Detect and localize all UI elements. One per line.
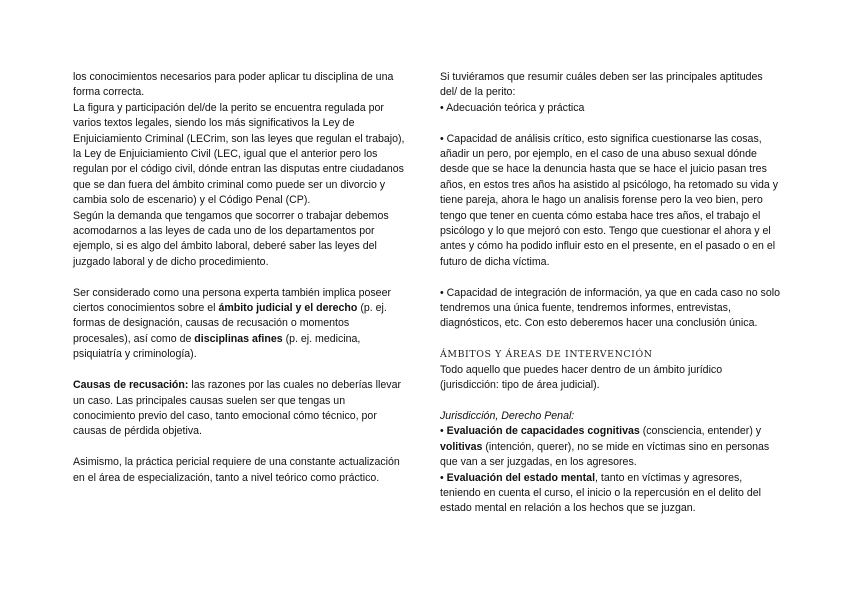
bold-mental-state: Evaluación del estado mental <box>446 471 596 484</box>
bold-recusation-label: Causas de recusación: <box>73 379 189 392</box>
bold-judicial-scope: ámbito judicial y el derecho <box>218 302 358 315</box>
bullet-cognitive: • Evaluación de capacidades cognitivas (consciencia, entender) y volitivas (intención, querer), no se mide en víctimas sino en personas que van a ser juzgadas, en los agresores. <box>440 425 770 469</box>
right-column <box>440 70 780 517</box>
paragraph-demand: Según la demanda que tengamos que socorrer o trabajar debemos acomodarnos a las leyes de cada uno de los departamentos por ejemplo, si es algo del ámbito laboral, deberé saber las leyes del juzgado laboral y de dicho procedimiento. <box>73 209 389 268</box>
left-column <box>73 70 408 486</box>
bullet-mental-state: • Evaluación del estado mental, tanto en víctimas y agresores, teniendo en cuenta el curso, el inicio o la repercusión en el delito del estado mental en relación a los hechos que se juzgan. <box>440 471 761 515</box>
bold-cognitive: Evaluación de capacidades cognitivas <box>446 425 640 438</box>
subheading-penal: Jurisdicción, Derecho Penal: <box>440 409 575 422</box>
bold-related-disciplines: disciplinas afines <box>194 332 283 345</box>
bullet-critical-analysis: • Capacidad de análisis crítico, esto significa cuestionarse las cosas, añadir un pero, por ejemplo, en el caso de una abuso sexual dónde desde que se hace la denuncia hasta que se hace el juicio pasan tres años, en estos tres años ha asistido al psicólogo, ha retomado su vida y tiene pareja, ahora le hago un analisis forense pero la veo bien, pero tengo que tener en cuenta cómo estaba hace tres años, el trabajo el psicólogo y lo que mejoró con esto. Tengo que cuestionar el ahora y el antes y cómo ha podido influir esto en el presente, en el pasado o en el futuro de dicha víctima. <box>440 132 779 268</box>
paragraph-expert-knowledge: Ser considerado como una persona experta también implica poseer ciertos conocimientos sobre el ámbito judicial y el derecho (p. ej. formas de designación, causas de recusación o momentos procesales), así como de disciplinas afines (p. ej. medicina, psiquiatría y criminología). <box>73 286 391 361</box>
bullet-theoretical: • Adecuación teórica y práctica <box>440 101 585 114</box>
bullet-integration: • Capacidad de integración de información, ya que en cada caso no solo tendremos una única fuente, tendremos informes, entrevistas, diagnósticos, etc. Con esto deberemos hacer una conclusión única. <box>440 286 780 330</box>
bold-volitive: volitivas <box>440 440 483 453</box>
paragraph-update: Asimismo, la práctica pericial requiere de una constante actualización en el área de especialización, tanto a nivel teórico como práctico. <box>73 456 400 484</box>
paragraph-recusation: Causas de recusación: las razones por las cuales no deberías llevar un caso. Las principales causas suelen ser que tengas un conocimiento previo del caso, tanto emocional cómo técnico, por causas de pérdida objetiva. <box>73 379 401 438</box>
section-heading: ÁMBITOS Y ÁREAS DE INTERVENCIÓN <box>440 349 653 361</box>
paragraph-aptitudes-intro: Si tuviéramos que resumir cuáles deben ser las principales aptitudes del/ de la perito: <box>440 71 763 99</box>
paragraph-scope: Todo aquello que puedes hacer dentro de un ámbito jurídico (jurisdicción: tipo de área judicial). <box>440 363 723 392</box>
paragraph-regulation: La figura y participación del/de la perito se encuentra regulada por varios textos legales, siendo los más significativos la Ley de Enjuiciamiento Criminal (LECrim, son las leyes que regulan el trabajo), la Ley de Enjuiciamiento Civil (LEC, igual que el anterior pero los regulan por el código civil, dónde entran las disputas entre ciudadanos que se dan fuera del ámbito criminal como puede ser un divorcio y cambia solo de escenario) y el Código Penal (CP). <box>73 101 405 207</box>
paragraph-intro: los conocimientos necesarios para poder aplicar tu disciplina de una forma correcta. <box>73 71 394 99</box>
